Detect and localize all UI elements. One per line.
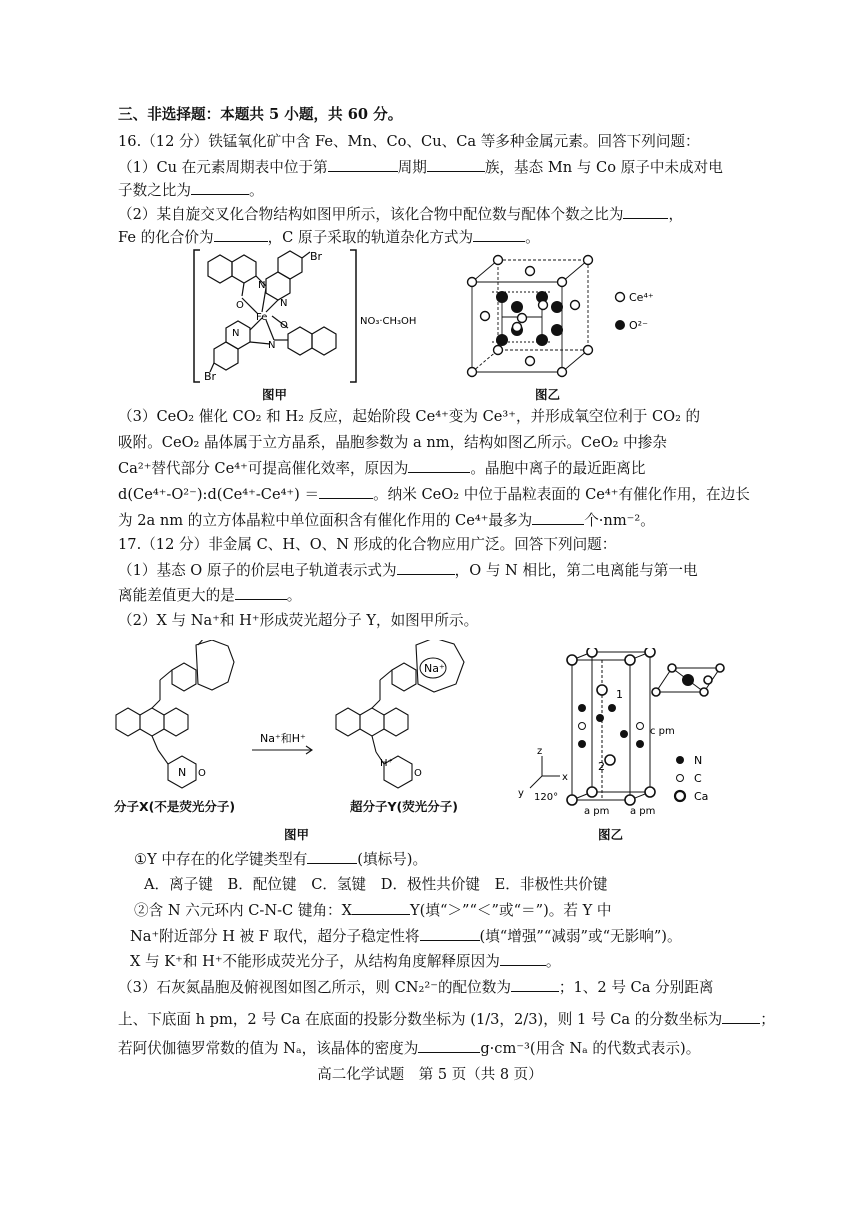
svg-text:1: 1 [616,688,623,701]
q17-part2-intro: （2）X 与 Na⁺和 H⁺形成荧光超分子 Y，如图甲所示。 [118,612,479,629]
q17-part3-line2: 上、下底面 h pm，2 号 Ca 在底面的投影分数坐标为 (1/3，2/3)，则 1 号 Ca 的分数坐标为 ； [118,1011,775,1028]
q17-options: A．离子键 B．配位键 C．氢键 D．极性共价键 E．非极性共价键 [144,876,608,893]
svg-text:N: N [232,328,240,339]
svg-text:Ce⁴⁺: Ce⁴⁺ [629,291,654,304]
svg-text:2: 2 [598,760,605,773]
answer-blank[interactable] [500,951,546,966]
molecule-x-label: 分子X(不是荧光分子) [114,799,236,814]
answer-blank[interactable] [420,926,480,941]
svg-text:Na⁺和H⁺: Na⁺和H⁺ [260,732,306,745]
q17-question-ii-line2: Na⁺附近部分 H 被 F 取代，超分子稳定性将 (填“增强”“减弱”或“无影响”)。 [130,928,682,945]
q16-part3-line4: d(Ce⁴⁺-O²⁻):d(Ce⁴⁺-Ce⁴⁺) ＝ 。纳米 CeO₂ 中位于晶粒表面的 Ce⁴⁺有催化作用，在边长 [118,486,750,503]
q17-part3-line3: 若阿伏伽德罗常数的值为 Nₐ，该晶体的密度为 g·cm⁻³(用含 Nₐ 的代数式表示)。 [118,1040,701,1057]
fe-complex-structure-figure [190,248,430,388]
q17-stem: 17.（12 分）非金属 C、H、O、N 形成的化合物应用广泛。回答下列问题： [118,536,617,553]
svg-text:NO₃·CH₃OH: NO₃·CH₃OH [360,316,417,327]
q17-question-i: ①Y 中存在的化学键类型有 (填标号)。 [134,851,428,868]
q16-part2-line2: Fe 的化合价为 ，C 原子采取的轨道杂化方式为 。 [118,229,540,246]
answer-blank[interactable] [397,560,455,575]
svg-text:120°: 120° [534,792,559,803]
page-footer: 高二化学试题 第 5 页（共 8 页） [317,1067,543,1083]
answer-blank[interactable] [418,1038,480,1053]
answer-blank[interactable] [235,585,287,600]
svg-text:O: O [198,768,206,779]
answer-blank[interactable] [408,458,470,473]
answer-blank[interactable] [473,227,525,242]
svg-text:O: O [414,768,422,779]
q16-part2-line1: （2）某自旋交叉化合物结构如图甲所示，该化合物中配位数与配体个数之比为 ， [118,206,684,223]
answer-blank[interactable] [623,204,668,219]
answer-blank[interactable] [191,180,249,195]
answer-blank[interactable] [352,900,410,915]
molecule-y-label: 超分子Y(荧光分子) [350,799,458,814]
svg-text:N: N [280,298,288,309]
svg-text:C: C [694,772,702,785]
figure-jia-label: 图甲 [262,387,288,402]
q16-part3-line2: 吸附。CeO₂ 晶体属于立方晶系，晶胞参数为 a nm，结构如图乙所示。CeO₂ 中掺杂 [118,434,667,451]
svg-text:a pm: a pm [630,806,656,817]
svg-text:c pm: c pm [650,726,675,737]
q17-part3-line1: （3）石灰氮晶胞及俯视图如图乙所示，则 CN₂²⁻的配位数为 ；1、2 号 Ca 分别距离 [118,979,714,996]
svg-text:Br: Br [204,370,217,383]
svg-text:a pm: a pm [584,806,610,817]
q17-part1-line2: 离能差值更大的是 。 [118,587,302,604]
answer-blank[interactable] [532,510,584,525]
q16-stem: 16.（12 分）铁锰氧化矿中含 Fe、Mn、Co、Cu、Ca 等多种金属元素。回答下列问题： [118,133,700,150]
figure-jia-label: 图甲 [284,827,310,842]
svg-text:Fe: Fe [256,312,268,323]
svg-text:Na⁺: Na⁺ [424,662,445,675]
answer-blank[interactable] [427,157,485,172]
q16-part1-line2: 子数之比为 。 [118,182,264,199]
svg-text:O²⁻: O²⁻ [629,319,648,332]
svg-text:Ca: Ca [694,790,709,803]
svg-text:H⁺: H⁺ [380,758,393,769]
q16-part3-line3: Ca²⁺替代部分 Ce⁴⁺可提高催化效率，原因为 。晶胞中离子的最近距离比 [118,460,646,477]
q17-question-ii-line1: ②含 N 六元环内 C-N-C 键角：X Y(填“＞”“＜”或“＝”)。若 Y 中 [134,902,612,919]
answer-blank[interactable] [722,1009,760,1024]
fluorescent-supramolecule-reaction-figure [112,640,512,820]
svg-text:y: y [518,788,524,799]
svg-text:O: O [280,320,288,331]
answer-blank[interactable] [214,227,268,242]
q16-part3-line1: （3）CeO₂ 催化 CO₂ 和 H₂ 反应，起始阶段 Ce⁴⁺变为 Ce³⁺，并形成氧空位利于 CO₂ 的 [118,408,701,425]
svg-text:N: N [178,766,187,779]
svg-text:N: N [268,340,276,351]
q16-part3-line5: 为 2a nm 的立方体晶粒中单位面积含有催化作用的 Ce⁴⁺最多为 个·nm⁻²。 [118,512,655,529]
q17-question-ii-line3: X 与 K⁺和 H⁺不能形成荧光分子，从结构角度解释原因为 。 [130,953,561,970]
calcium-cyanamide-unit-cell-figure [512,648,752,833]
svg-text:z: z [537,746,543,757]
q16-part1-line1: （1）Cu 在元素周期表中位于第 周期 族，基态 Mn 与 Co 原子中未成对电 [118,159,723,176]
answer-blank[interactable] [328,157,398,172]
svg-text:N: N [258,280,266,291]
svg-text:x: x [562,772,568,783]
answer-blank[interactable] [307,849,357,864]
section-heading: 三、非选择题：本题共 5 小题，共 60 分。 [118,106,403,123]
svg-text:O: O [236,300,244,311]
svg-text:Br: Br [310,250,323,263]
svg-text:N: N [694,754,703,767]
figure-yi-label: 图乙 [535,387,561,402]
figure-yi-label: 图乙 [598,827,624,842]
answer-blank[interactable] [319,484,373,499]
q17-part1-line1: （1）基态 O 原子的价层电子轨道表示式为 ，O 与 N 相比，第二电离能与第一电 [118,562,698,579]
answer-blank[interactable] [511,977,559,992]
ceo2-unit-cell-figure [462,252,692,382]
